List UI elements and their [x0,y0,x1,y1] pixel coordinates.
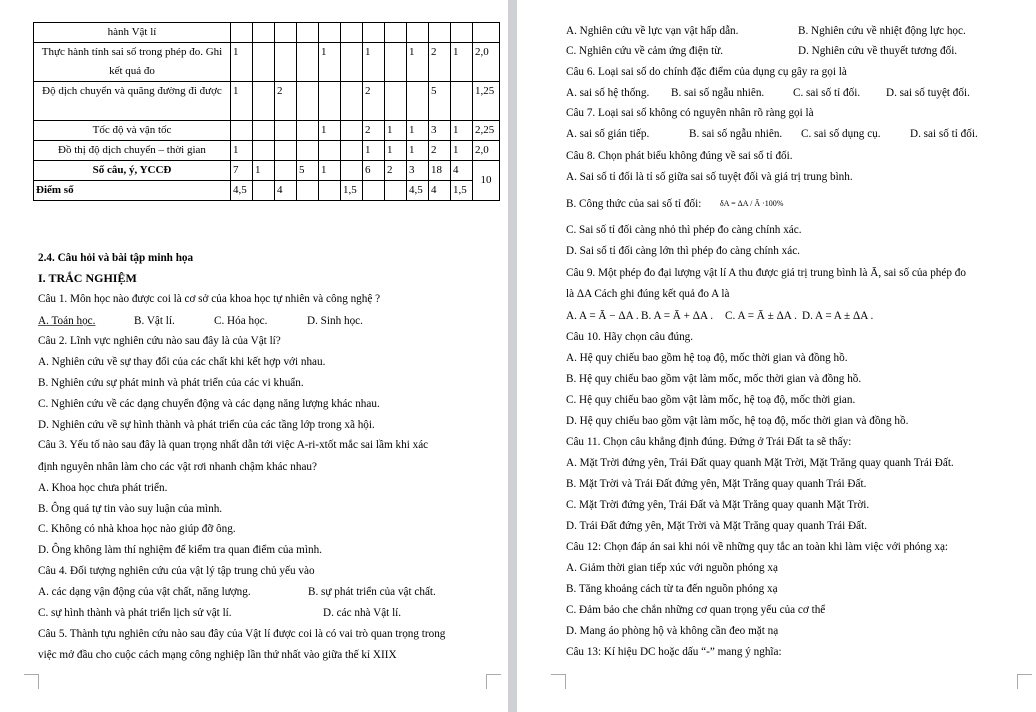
answer-9b: B. A = Ā + ΔA . [641,310,714,322]
answer-11c: C. Mặt Trời đứng yên, Trái Đất và Mặt Trăng quay quanh Mặt Trời. [566,499,870,511]
table-cell [253,43,275,82]
question-5: Câu 5. Thành tựu nghiên cứu nào sau đây của Vật lí được coi là có vai trò quan trọng trong [38,628,446,640]
table-cell [275,161,297,181]
answer-5c: C. Nghiên cứu về cảm ứng điện từ. [566,45,724,57]
answer-8b: B. Công thức của sai số tỉ đối: [566,198,702,210]
table-cell: 1 [319,43,341,82]
table-cell: Số câu, ý, YCCĐ [34,161,231,181]
page-corner-mark [24,674,39,689]
table-cell: 2 [385,161,407,181]
page-gutter [508,0,517,712]
table-cell [275,43,297,82]
table-cell: 1 [231,141,253,161]
answer-12c: C. Đảm bảo che chắn những cơ quan trọng yếu của cơ thể [566,604,826,616]
answer-11d: D. Trái Đất đứng yên, Mặt Trời và Mặt Trăng quay quanh Trái Đất. [566,520,868,532]
answer-1d: D. Sinh học. [307,315,363,327]
table-cell: 3 [407,161,429,181]
page-corner-mark [551,674,566,689]
answer-10c: C. Hệ quy chiếu bao gồm vật làm mốc, hệ toạ độ, mốc thời gian. [566,394,856,406]
answer-11a: A. Mặt Trời đứng yên, Trái Đất quay quanh Mặt Trời, Mặt Trăng quay quanh Trái Đất. [566,457,954,469]
table-cell: 4,5 [231,181,253,201]
table-cell [253,82,275,121]
answer-8a: A. Sai số tỉ đối là tỉ số giữa sai số tuyệt đối và giá trị trung bình. [566,171,853,183]
table-cell: 1 [407,121,429,141]
table-cell [319,181,341,201]
table-cell: 5 [429,82,451,121]
answer-3c: C. Không có nhà khoa học nào giúp đỡ ông. [38,523,236,535]
answer-9d: D. A = A ± ΔA . [802,310,874,322]
answer-4c: C. sự hình thành và phát triển lịch sử vật lí. [38,607,232,619]
formula-relative-error: δA = ΔA / Ā ·100% [720,199,784,208]
table-cell: 2 [429,43,451,82]
table-cell [451,82,473,121]
answer-8d: D. Sai số tỉ đối càng lớn thì phép đo càng chính xác. [566,245,800,257]
table-cell: 1,5 [341,181,363,201]
table-cell: 2 [363,121,385,141]
answer-2d: D. Nghiên cứu về sự hình thành và phát triển của các tầng lớp trong xã hội. [38,419,375,431]
answer-10b: B. Hệ quy chiếu bao gồm vật làm mốc, mốc thời gian và đồng hồ. [566,373,862,385]
table-cell: 1,5 [451,181,473,201]
answer-1a: A. Toán học. [38,315,96,327]
table-cell: 6 [363,161,385,181]
answer-2a: A. Nghiên cứu về sự thay đổi của các chất khi kết hợp với nhau. [38,356,326,368]
table-row [34,141,500,161]
page-corner-mark [1017,674,1032,689]
table-row [34,121,500,141]
question-1: Câu 1. Môn học nào được coi là cơ sở của khoa học tự nhiên và công nghệ ? [38,293,381,305]
table-cell: 7 [231,161,253,181]
table-cell [363,181,385,201]
question-6: Câu 6. Loại sai số do chính đặc điểm của dụng cụ gây ra gọi là [566,66,847,78]
table-row [34,82,500,121]
table-cell [341,141,363,161]
answer-9a: A. A = Ā − ΔA . [566,310,639,322]
table-row [34,43,500,82]
right-page [517,0,1036,712]
table-cell: 1 [231,82,253,121]
answer-2b: B. Nghiên cứu sự phát minh và phát triển của các vi khuẩn. [38,377,304,389]
answer-6b: B. sai số ngẫu nhiên. [671,87,765,99]
table-cell: 1 [363,141,385,161]
table-row [34,23,500,43]
answer-10a: A. Hệ quy chiếu bao gồm hệ toạ độ, mốc thời gian và đồng hồ. [566,352,848,364]
answer-5b: B. Nghiên cứu về nhiệt động lực học. [798,25,966,37]
question-3-cont: định nguyên nhân làm cho các vật rơi nhanh chậm khác nhau? [38,461,317,473]
table-cell: 1 [407,141,429,161]
answer-6a: A. sai số hệ thống. [566,87,650,99]
spec-table [33,22,500,201]
answer-7a: A. sai số gián tiếp. [566,128,650,140]
answer-3b: B. Ông quá tự tin vào suy luận của mình. [38,503,223,515]
answer-1c: C. Hóa học. [214,315,268,327]
table-cell [407,82,429,121]
table-cell [319,141,341,161]
table-cell [275,141,297,161]
table-cell: 2 [429,141,451,161]
table-cell [275,121,297,141]
table-cell: 10 [473,161,500,201]
left-page [0,0,508,712]
answer-3a: A. Khoa học chưa phát triển. [38,482,168,494]
table-cell [341,43,363,82]
question-11: Câu 11. Chọn câu khẳng định đúng. Đứng ở Trái Đất ta sẽ thấy: [566,436,852,448]
answer-4b: B. sự phát triển của vật chất. [308,586,436,598]
table-cell: 2 [275,82,297,121]
table-cell [253,141,275,161]
answer-10d: D. Hệ quy chiếu bao gồm vật làm mốc, hệ toạ độ, mốc thời gian và đồng hồ. [566,415,909,427]
table-cell [385,181,407,201]
answer-4d: D. các nhà Vật lí. [323,607,402,619]
table-cell: 5 [297,161,319,181]
table-cell [231,121,253,141]
question-12: Câu 12: Chọn đáp án sai khi nói về những quy tắc an toàn khi làm việc với phóng xạ: [566,541,949,553]
answer-7d: D. sai số tỉ đối. [910,128,978,140]
answer-12b: B. Tăng khoảng cách từ ta đến nguồn phóng xạ [566,583,778,595]
table-cell: Đồ thị độ dịch chuyển – thời gian [34,141,231,161]
question-9: Câu 9. Một phép đo đại lượng vật lí A thu được giá trị trung bình là Ā, sai số của phép đo [566,267,966,279]
answer-6d: D. sai số tuyệt đối. [886,87,970,99]
table-cell: 2,25 [473,121,500,141]
answer-12a: A. Giảm thời gian tiếp xúc với nguồn phóng xạ [566,562,778,574]
table-cell: 1 [451,43,473,82]
table-cell [297,43,319,82]
section-heading: 2.4. Câu hỏi và bài tập minh họa [38,252,194,264]
question-4: Câu 4. Đối tượng nghiên cứu của vật lý tập trung chủ yếu vào [38,565,315,577]
answer-12d: D. Mang áo phòng hộ và không cần đeo mặt nạ [566,625,779,637]
table-cell [253,121,275,141]
question-10: Câu 10. Hãy chọn câu đúng. [566,331,694,343]
table-cell: 1,25 [473,82,500,121]
table-cell: hành Vật lí [34,23,231,43]
table-cell: 1 [231,43,253,82]
table-cell [297,82,319,121]
table-row [34,161,500,181]
table-cell: 1 [451,141,473,161]
table-cell: 3 [429,121,451,141]
table-cell [341,161,363,181]
question-8: Câu 8. Chọn phát biểu không đúng về sai số tỉ đối. [566,150,793,162]
table-cell [253,181,275,201]
table-cell: 1 [451,121,473,141]
question-5-cont: việc mở đầu cho cuộc cách mạng công nghiệp lần thứ nhất vào giữa thế kỉ XIIX [38,649,397,661]
answer-7b: B. sai số ngẫu nhiên. [689,128,783,140]
answer-2c: C. Nghiên cứu về các dạng chuyển động và các dạng năng lượng khác nhau. [38,398,380,410]
table-cell: 1 [319,121,341,141]
table-cell: 1 [407,43,429,82]
table-cell: 1 [253,161,275,181]
page-corner-mark [486,674,501,689]
question-2: Câu 2. Lĩnh vực nghiên cứu nào sau đây là của Vật lí? [38,335,281,347]
table-cell [319,82,341,121]
answer-8c: C. Sai số tỉ đối càng nhỏ thì phép đo càng chính xác. [566,224,802,236]
table-cell: 1 [385,141,407,161]
table-cell: Điểm số [34,181,231,201]
table-cell: 4 [451,161,473,181]
answer-5d: D. Nghiên cứu về thuyết tương đối. [798,45,958,57]
table-cell [341,82,363,121]
table-cell: 4 [275,181,297,201]
answer-9c: C. A = Ā ± ΔA . [725,310,797,322]
question-13: Câu 13: Kí hiệu DC hoặc dấu “-” mang ý nghĩa: [566,646,782,658]
table-cell [297,141,319,161]
part-heading: I. TRẮC NGHIỆM [38,271,137,285]
table-cell [385,82,407,121]
question-3: Câu 3. Yếu tố nào sau đây là quan trọng nhất dẫn tới việc A-ri-xtốt mắc sai lầm khi xác [38,439,429,451]
answer-3d: D. Ông không làm thí nghiệm để kiểm tra quan điểm của mình. [38,544,322,556]
table-cell: Thực hành tính sai số trong phép đo. Ghi kết quả đo [34,43,231,82]
answer-7c: C. sai số dụng cụ. [801,128,881,140]
table-cell: 1 [363,43,385,82]
answer-11b: B. Mặt Trời và Trái Đất đứng yên, Mặt Trăng quay quanh Trái Đất. [566,478,867,490]
table-cell: 2,0 [473,141,500,161]
table-cell: 4 [429,181,451,201]
table-cell [385,43,407,82]
table-cell: Tốc độ và vận tốc [34,121,231,141]
question-7: Câu 7. Loại sai số không có nguyên nhân rõ ràng gọi là [566,107,814,119]
table-cell: 2 [363,82,385,121]
table-row [34,181,500,201]
table-cell: 2,0 [473,43,500,82]
table-cell [341,121,363,141]
answer-5a: A. Nghiên cứu về lực vạn vật hấp dẫn. [566,25,739,37]
table-cell [297,121,319,141]
answer-6c: C. sai số tỉ đối. [793,87,861,99]
table-cell: 18 [429,161,451,181]
table-cell: 1 [385,121,407,141]
answer-4a: A. các dạng vận động của vật chất, năng lượng. [38,586,251,598]
table-cell: Độ dịch chuyển và quãng đường đi được [34,82,231,121]
table-cell: 4,5 [407,181,429,201]
question-9-cont: là ΔA Cách ghi đúng kết quả đo A là [566,288,730,300]
answer-1b: B. Vật lí. [134,315,175,327]
table-cell [297,181,319,201]
table-cell: 1 [319,161,341,181]
